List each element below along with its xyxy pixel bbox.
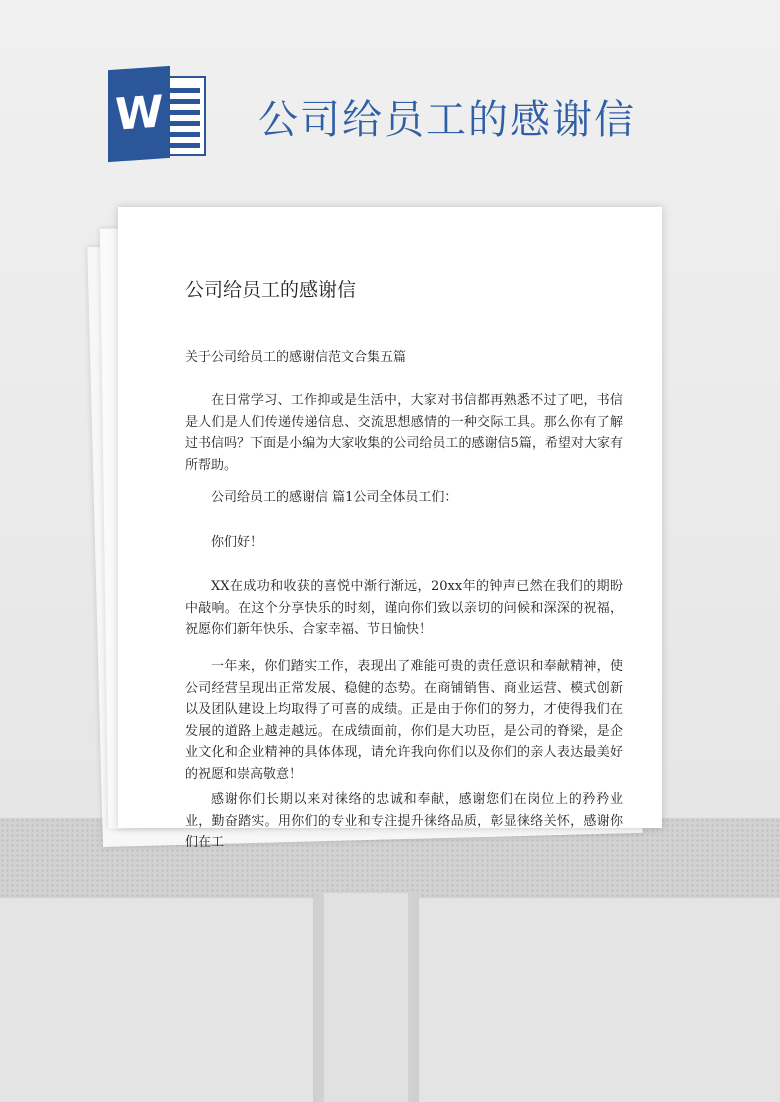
letter-greeting: 你们好！ <box>211 535 264 550</box>
word-icon-letter: W <box>108 66 170 162</box>
word-document-icon <box>108 68 208 160</box>
display-stand-highlight <box>324 893 408 1102</box>
paragraph-year-review: 一年来，你们踏实工作，表现出了难能可贵的责任意识和奉献精神，使公司经营呈现出正常发展、稳健的态势。在商铺销售、商业运营、模式创新以及团队建设上均取得了可喜的成绩。正是由于你们的努力，才使得我们在发展的道路上越走越远。在成绩面前，你们是大功臣，是公司的脊梁，是企业文化和企业精神的具体体现，请允许我向你们以及你们的亲人表达最美好的祝愿和崇高敬意！ <box>185 659 623 782</box>
letter-heading: 公司给员工的感谢信 篇1公司全体员工们： <box>211 490 458 505</box>
paragraph-thanks: 感谢你们长期以来对徕络的忠诚和奉献，感谢您们在岗位上的矜矜业业，勤奋踏实。用你们的专业和专注提升徕络品质，彰显徕络关怀，感谢你们在工 <box>185 792 623 850</box>
document-page <box>118 207 662 850</box>
paragraph-new-year: XX在成功和收获的喜悦中渐行渐远，20xx年的钟声已然在我们的期盼中敲响。在这个分享快乐的时刻，谨向你们致以亲切的问候和深深的祝福，祝愿你们新年快乐、合家幸福、节日愉快！ <box>185 579 623 637</box>
header <box>108 68 708 168</box>
page-title: 公司给员工的感谢信 <box>258 97 636 143</box>
document-title: 公司给员工的感谢信 <box>185 279 357 301</box>
document-subtitle: 关于公司给员工的感谢信范文合集五篇 <box>185 350 407 365</box>
paragraph-intro: 在日常学习、工作抑或是生活中，大家对书信都再熟悉不过了吧，书信是人们是人们传递传递信息、交流思想感情的一种交际工具。那么你有了解过书信吗？下面是小编为大家收集的公司给员工的感谢信5篇，希望对大家有所帮助。 <box>185 393 623 473</box>
